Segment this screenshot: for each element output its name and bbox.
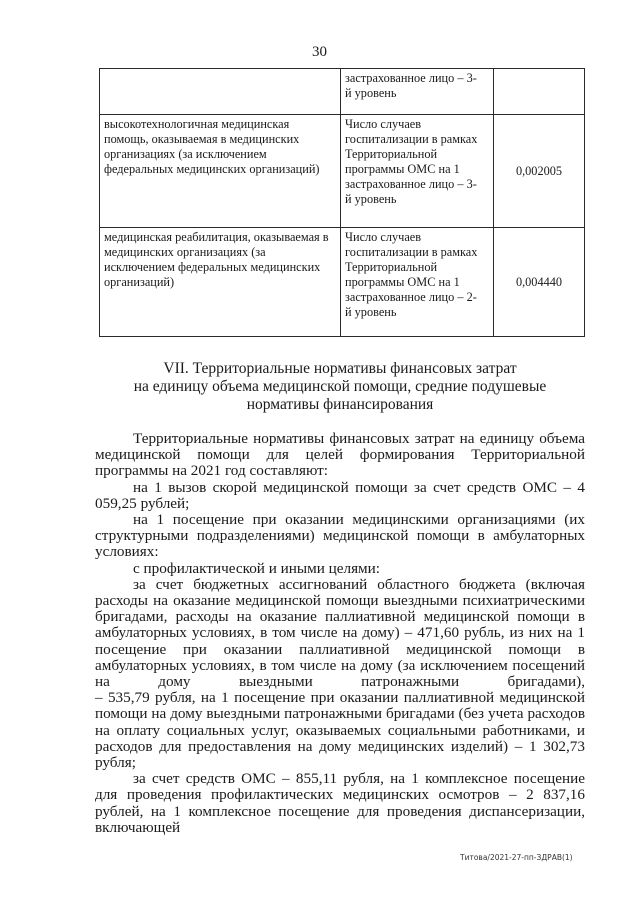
care-type-cell: медицинская реабилитация, оказываемая в медицинских организациях (за исключением федеральных медицинских организаций) <box>100 228 341 337</box>
paragraph: на 1 вызов скорой медицинской помощи за счет средств ОМС – 4 059,25 рублей; <box>95 478 585 512</box>
value-cell: 0,004440 <box>494 228 585 337</box>
care-type-cell: высокотехнологичная медицинская помощь, оказываемая в медицинских организациях (за исключением федеральных медицинских организаций) <box>100 115 341 228</box>
heading-line: VII. Территориальные нормативы финансовых затрат <box>163 360 517 377</box>
heading-line: нормативы финансирования <box>246 396 434 413</box>
value-cell <box>494 69 585 115</box>
value-cell: 0,002005 <box>494 115 585 228</box>
section-body <box>95 431 585 836</box>
indicator-cell: Число случаев госпитализации в рамках Территориальной программы ОМС на 1 застрахованное лицо – 3- й уровень <box>341 115 494 228</box>
table-row <box>100 69 585 115</box>
paragraph: – 535,79 рубля, на 1 посещение при оказании паллиативной медицинской помощи на дому выездными патронажными бригадами (без учета расходов на оплату социальных услуг, оказываемых социальными работниками, и расходов для предоставления на дому медицинских изделий) – 1 302,73 рубля; <box>95 689 585 772</box>
document-footer-code: Титова/2021-27-пп-ЗДРАВ(1) <box>460 853 573 862</box>
standards-table <box>99 68 585 337</box>
paragraph: за счет бюджетных ассигнований областного бюджета (включая расходы на оказание медицинской помощи выездными психиатрическими бригадами, расходы на оказание паллиативной медицинской помощи в амбулаторных условиях, в том числе на дому) – 471,60 рубль, из них на 1 посещение при оказании паллиативной медицинской помощи в амбулаторных условиях, в том числе на дому (за исключением посещений на дому выездными патронажными бригадами), <box>95 575 585 691</box>
indicator-cell: застрахованное лицо – 3- й уровень <box>341 69 494 115</box>
table-row <box>100 115 585 228</box>
paragraph: с профилактической и иными целями: <box>133 559 381 577</box>
table-row <box>100 228 585 337</box>
indicator-cell: Число случаев госпитализации в рамках Территориальной программы ОМС на 1 застрахованное лицо – 2- й уровень <box>341 228 494 337</box>
paragraph: за счет средств ОМС – 855,11 рубля, на 1 комплексное посещение для проведения профилактических медицинских осмотров – 2 837,16 рублей, на 1 комплексное посещение для проведения диспансеризации, включающей <box>95 770 585 836</box>
paragraph: на 1 посещение при оказании медицинскими организациями (их структурными подразделениями) медицинской помощи в амбулаторных условиях: <box>95 511 585 561</box>
page-number: 30 <box>312 44 327 60</box>
care-type-cell <box>100 69 341 115</box>
section-heading <box>110 360 570 414</box>
paragraph: Территориальные нормативы финансовых затрат на единицу объема медицинской помощи для целей формирования Территориальной программы на 2021 год составляют: <box>95 430 585 480</box>
heading-line: на единицу объема медицинской помощи, средние подушевые <box>133 378 547 395</box>
